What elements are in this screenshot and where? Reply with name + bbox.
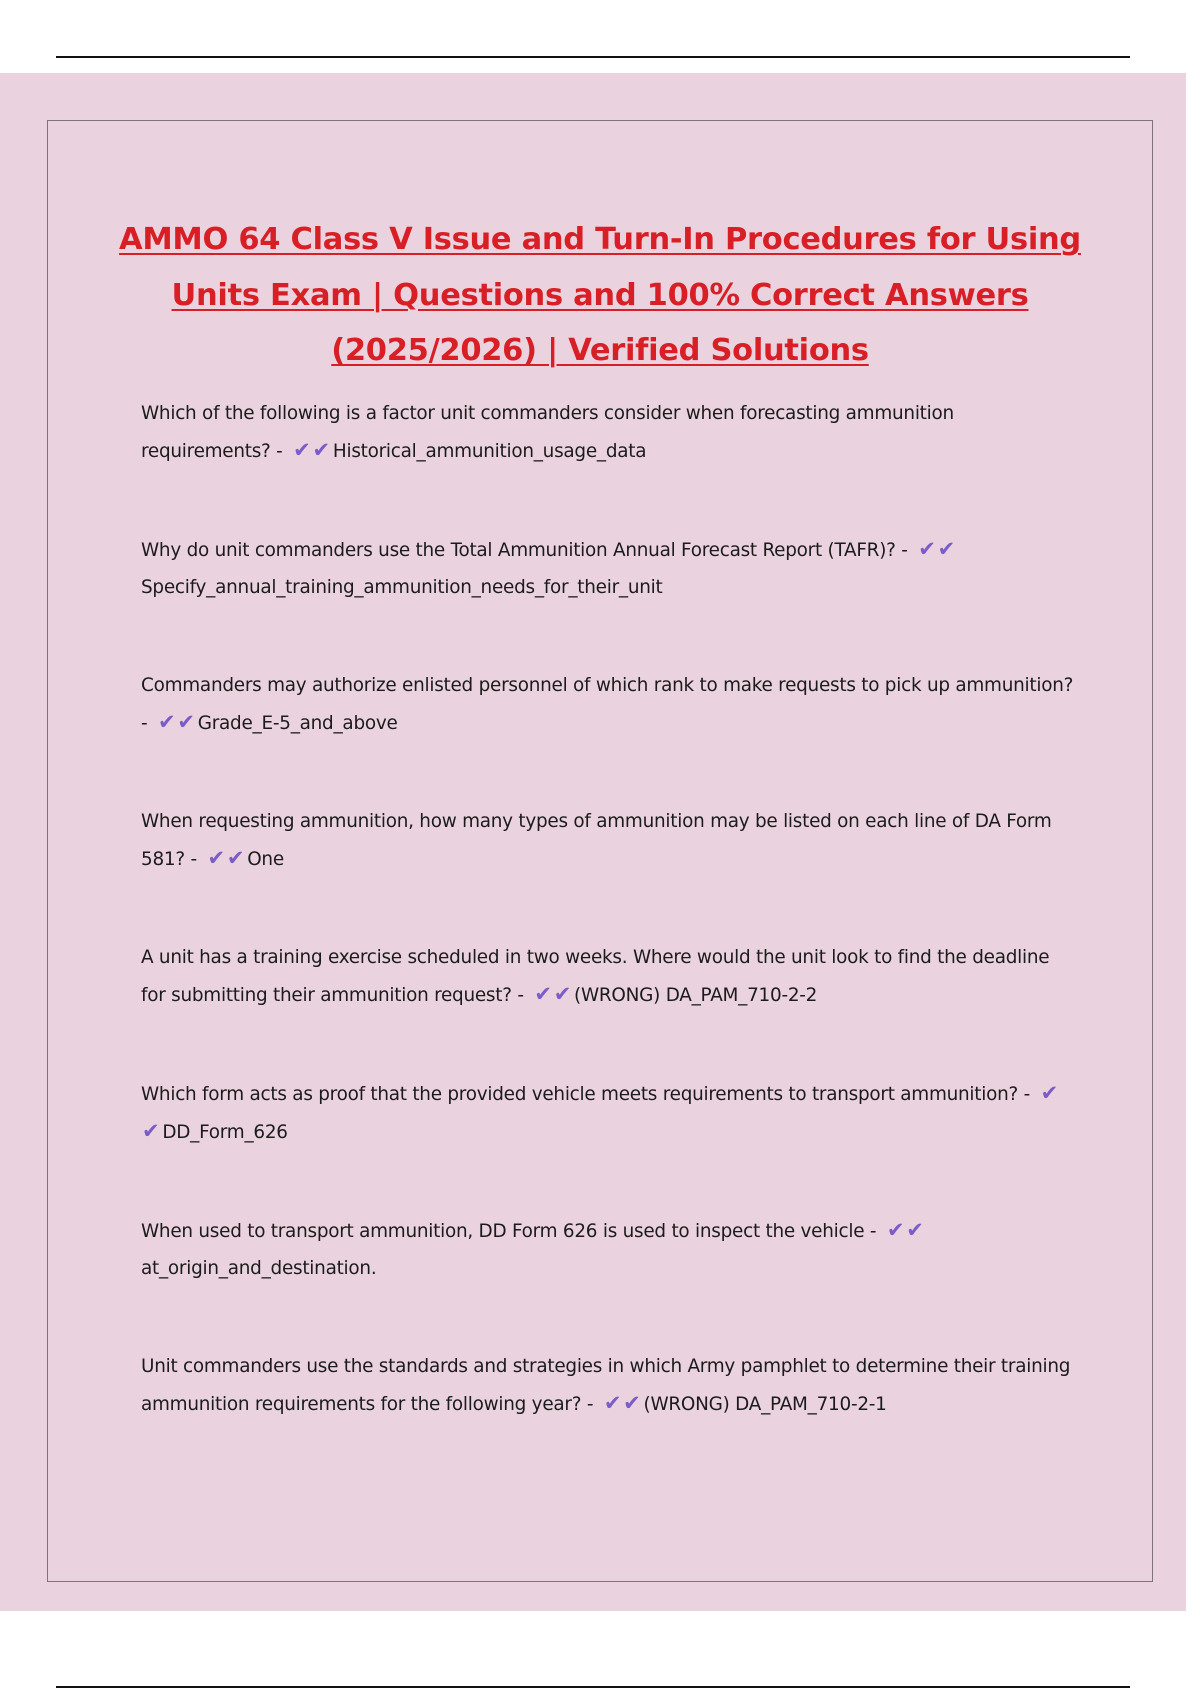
question-item <box>141 1075 1076 1151</box>
double-checkmark-icon: ✔✔ <box>886 1218 924 1242</box>
answer-text: DD_Form_626 <box>162 1122 288 1143</box>
answer-text: Historical_ammunition_usage_data <box>332 441 647 462</box>
answer-text: (WRONG) DA_PAM_710-2-2 <box>574 985 818 1006</box>
question-text: A unit has a training exercise scheduled in two weeks. Where would the unit look to find the deadline for submitting their ammunition request? - <box>141 947 1050 1006</box>
double-checkmark-icon: ✔✔ <box>207 846 245 870</box>
document-title: AMMO 64 Class V Issue and Turn-In Procedures for Using Units Exam | Questions and 100% Correct Answers (2025/2026) | Verified Solutions <box>119 222 1081 368</box>
double-checkmark-icon: ✔✔ <box>293 438 330 462</box>
question-list <box>141 395 1076 1484</box>
bottom-divider <box>56 1686 1130 1688</box>
question-item <box>141 1212 1076 1287</box>
double-checkmark-icon: ✔✔ <box>603 1391 641 1415</box>
question-item <box>141 395 1076 470</box>
answer-text: (WRONG) DA_PAM_710-2-1 <box>643 1394 887 1415</box>
question-text: Commanders may authorize enlisted personnel of which rank to make requests to pick up ammunition? - <box>141 675 1074 734</box>
question-item <box>141 939 1076 1014</box>
question-item <box>141 803 1076 878</box>
question-text: When requesting ammunition, how many types of ammunition may be listed on each line of DA Form 581? - <box>141 811 1052 870</box>
question-text: When used to transport ammunition, DD Form 626 is used to inspect the vehicle - <box>141 1221 877 1242</box>
top-divider <box>56 56 1130 58</box>
double-checkmark-icon: ✔✔ <box>918 537 955 561</box>
answer-text: at_origin_and_destination. <box>141 1258 377 1279</box>
double-checkmark-icon: ✔✔ <box>142 1081 1058 1143</box>
question-item <box>141 667 1076 742</box>
double-checkmark-icon: ✔✔ <box>158 710 195 734</box>
question-text: Which of the following is a factor unit commanders consider when forecasting ammunition requirements? - <box>141 403 954 462</box>
question-text: Which form acts as proof that the provided vehicle meets requirements to transport ammunition? - <box>141 1084 1031 1105</box>
question-item <box>141 531 1076 606</box>
answer-text: Specify_annual_training_ammunition_needs_for_their_unit <box>141 577 663 598</box>
double-checkmark-icon: ✔✔ <box>534 982 572 1006</box>
question-text: Why do unit commanders use the Total Ammunition Annual Forecast Report (TAFR)? - <box>141 540 908 561</box>
question-text: Unit commanders use the standards and strategies in which Army pamphlet to determine their training ammunition requirements for the following year? - <box>141 1356 1071 1415</box>
answer-text: Grade_E-5_and_above <box>197 713 398 734</box>
question-item <box>141 1348 1076 1423</box>
answer-text: One <box>247 849 284 870</box>
